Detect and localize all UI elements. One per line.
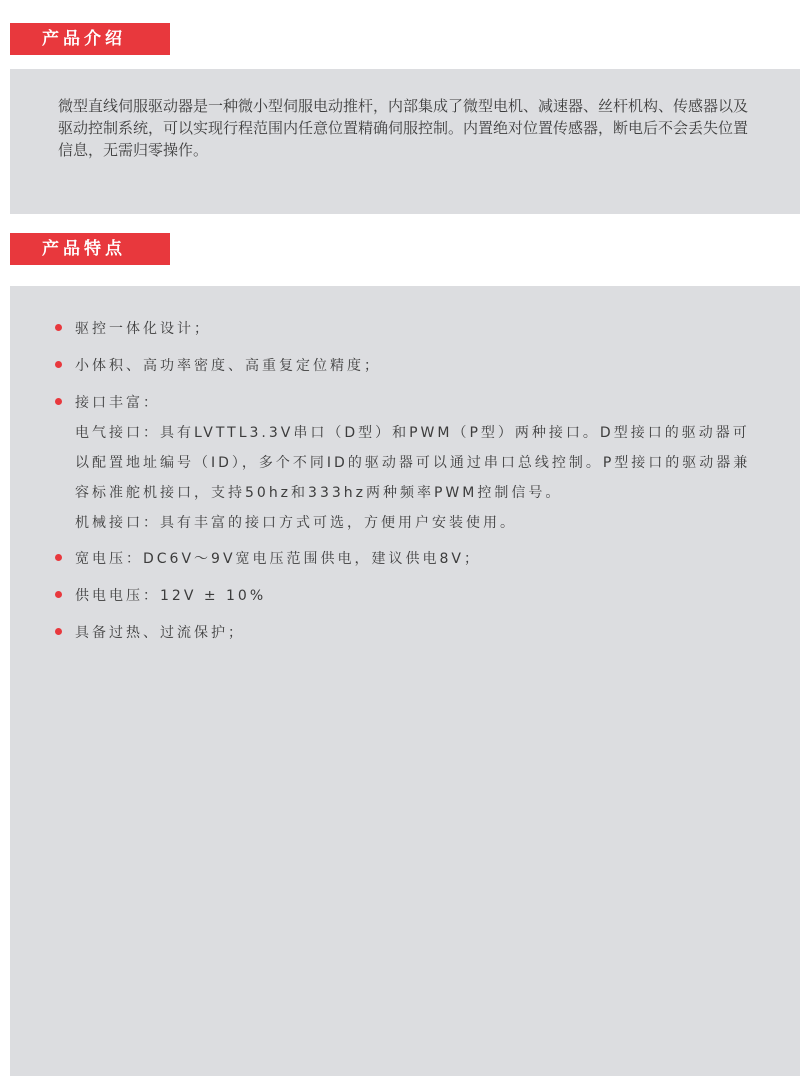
feature-text: 小体积、高功率密度、高重复定位精度；: [75, 358, 381, 374]
feature-text: 接口丰富：: [75, 395, 160, 411]
bullet-icon: [55, 554, 62, 561]
list-item: [55, 546, 760, 583]
section-title-intro: 产品介绍: [10, 23, 170, 55]
feature-text: 宽电压：DC6V～9V宽电压范围供电，建议供电8V；: [75, 551, 482, 567]
mechanical-interface-text: 机械接口：具有丰富的接口方式可选，方便用户安装使用。: [75, 515, 517, 531]
section-title-features: 产品特点: [10, 233, 170, 265]
bullet-icon: [55, 398, 62, 405]
feature-text: 具备过热、过流保护；: [75, 625, 245, 641]
bullet-icon: [55, 591, 62, 598]
list-item: [55, 583, 760, 620]
intro-text: 微型直线伺服驱动器是一种微小型伺服电动推杆，内部集成了微型电机、减速器、丝杆机构、传感器以及驱动控制系统，可以实现行程范围内任意位置精确伺服控制。内置绝对位置传感器，断电后不会丢失位置信息，无需归零操作。: [58, 97, 749, 159]
list-item: [55, 316, 760, 353]
bullet-icon: [55, 324, 62, 331]
list-item: [55, 390, 760, 538]
feature-text: 供电电压：12V ± 10%: [75, 588, 267, 604]
feature-text: 驱控一体化设计；: [75, 321, 211, 337]
features-list: [55, 316, 760, 657]
bullet-icon: [55, 361, 62, 368]
list-item: [55, 620, 760, 657]
list-item: [55, 353, 760, 390]
bullet-icon: [55, 628, 62, 635]
electrical-interface-text: 电气接口：具有LVTTL3.3V串口（D型）和PWM（P型）两种接口。D型接口的驱动器可以配置地址编号（ID），多个不同ID的驱动器可以通过串口总线控制。P型接口的驱动器兼容标准舵机接口，支持50hz和333hz两种频率PWM控制信号。: [75, 425, 751, 501]
features-panel: [10, 286, 800, 1076]
interface-details: [55, 418, 760, 538]
intro-panel: [10, 69, 800, 214]
